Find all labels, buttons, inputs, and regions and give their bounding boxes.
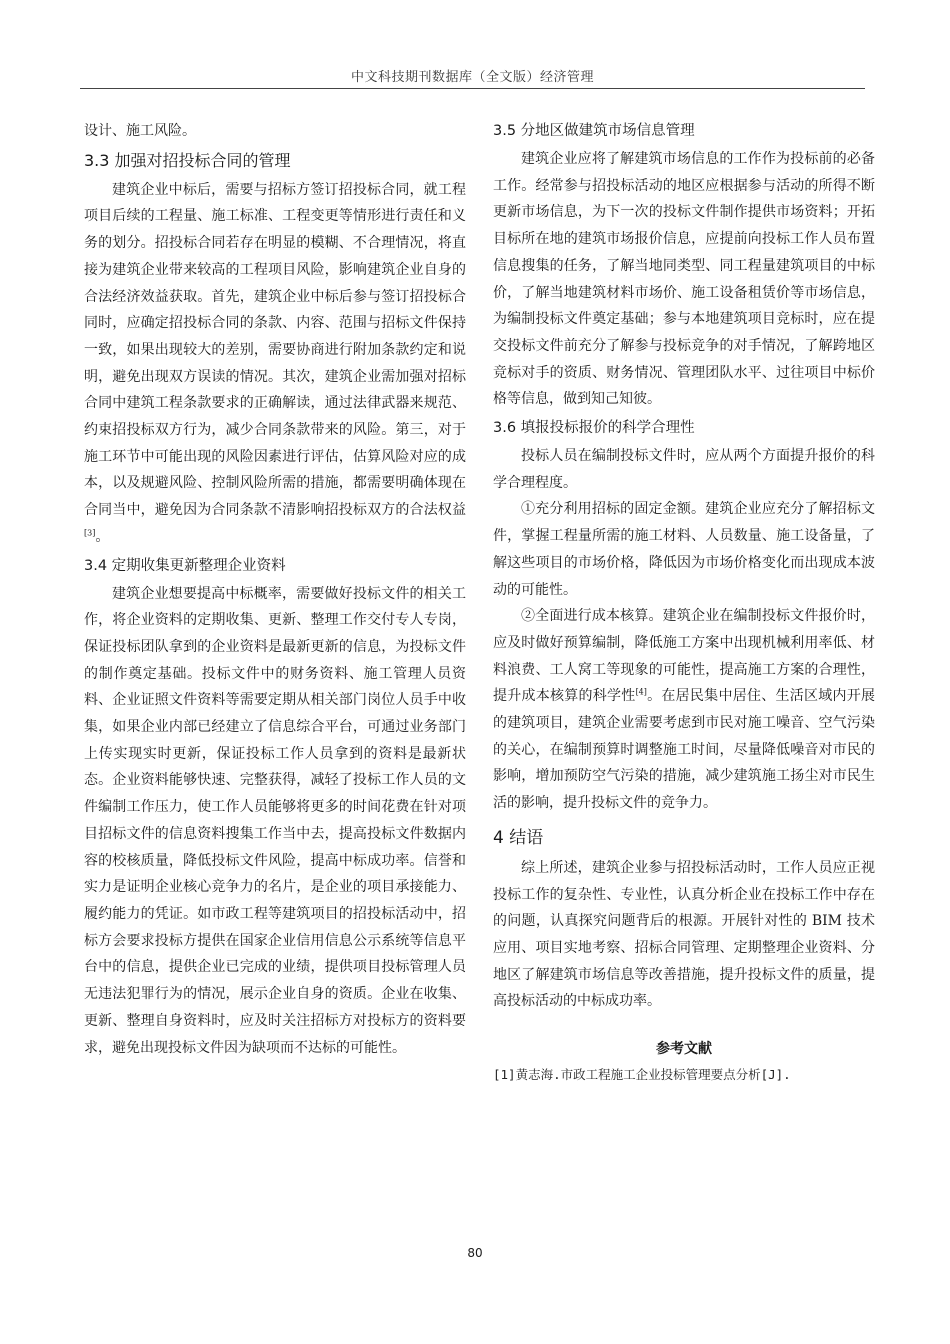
references-title: 参考文献 xyxy=(656,1041,712,1058)
intro-fragment: 设计、施工风险。 xyxy=(84,123,196,139)
page-number: 80 xyxy=(467,1246,483,1260)
section-3-3-text-end: 。 xyxy=(95,528,110,545)
section-3-6-paragraph-3 xyxy=(493,603,875,817)
right-column xyxy=(493,118,875,1087)
section-4-paragraph: 综上所述，建筑企业参与招投标活动时，工作人员应正视投标工作的复杂性、专业性，认真分析企业在投标工作中存在的问题，认真探究问题背后的根源。开展针对性的 BIM 技术应用、项目实地考察、招标合同管理、定期整理企业资料、分地区了解建筑市场信息等改善措施，提升投标文件的质量，提高投标活动的中标成功率。 xyxy=(493,859,875,1010)
section-3-6-text-b: 。在居民集中居住、生活区域内开展的建筑项目，建筑企业需要考虑到市民对施工噪音、空气污染的关心，在编制预算时调整施工时间，尽量降低噪音对市民的影响，增加预防空气污染的措施，减少建筑施工扬尘对市民生活的影响，提升投标文件的竞争力。 xyxy=(493,688,876,812)
section-3-4-paragraph: 建筑企业想要提高中标概率，需要做好投标文件的相关工作，将企业资料的定期收集、更新、整理工作交付专人专岗，保证投标团队拿到的企业资料是最新更新的信息，为投标文件的制作奠定基础。投标文件中的财务资料、施工管理人员资料、企业证照文件资料等需要定期从相关部门岗位人员手中收集，如果企业内部已经建立了信息综合平台，可通过业务部门上传实现实时更新，保证投标工作人员拿到的资料是最新状态。企业资料能够快速、完整获得，减轻了投标工作人员的文件编制工作压力，使工作人员能够将更多的时间花费在针对项目招标文件的信息资料搜集工作当中去，提高投标文件数据内容的校核质量，降低投标文件风险，提高中标成功率。信誉和实力是证明企业核心竞争力的名片，是企业的项目承接能力、履约能力的凭证。如市政工程等建筑项目的招投标活动中，招标方会要求投标方提供在国家企业信用信息公示系统等信息平台中的信息，提供企业已完成的业绩，提供项目投标管理人员无违法犯罪行为的情况，展示企业自身的资质。企业在收集、更新、整理自身资料时，应及时关注招标方对投标方的资料要求，避免出现投标文件因为缺项而不达标的可能性。 xyxy=(84,585,466,1056)
section-3-4-heading: 3.4 定期收集更新整理企业资料 xyxy=(84,557,286,574)
section-3-6-paragraph-1: 投标人员在编制投标文件时，应从两个方面提升报价的科学合理程度。 xyxy=(493,448,875,491)
section-3-3-paragraph xyxy=(84,177,466,551)
section-3-6-heading: 3.6 填报投标报价的科学合理性 xyxy=(493,420,695,437)
section-3-3-heading: 3.3 加强对招投标合同的管理 xyxy=(84,150,291,170)
header-rule xyxy=(80,88,865,89)
section-3-6-paragraph-2: ①充分利用招标的固定金额。建筑企业应充分了解招标文件，掌握工程量所需的施工材料、人员数量、施工设备量，了解这些项目的市场价格，降低因为市场价格变化而出现成本波动的可能性。 xyxy=(493,501,875,598)
left-column xyxy=(84,118,466,1061)
running-header: 中文科技期刊数据库（全文版）经济管理 xyxy=(350,70,594,85)
section-3-5-heading: 3.5 分地区做建筑市场信息管理 xyxy=(493,123,695,139)
citation-4: [4] xyxy=(635,687,647,697)
section-3-5-paragraph: 建筑企业应将了解建筑市场信息的工作作为投标前的必备工作。经常参与招投标活动的地区应根据参与活动的所得不断更新市场信息，为下一次的投标文件制作提供市场资料；开拓目标所在地的建筑市场报价信息，应提前向投标工作人员布置信息搜集的任务，了解当地同类型、同工程量建筑项目的中标价，了解当地建筑材料市场价、施工设备租赁价等市场信息，为编制投标文件奠定基础；参与本地建筑项目竞标时，应在提交投标文件前充分了解参与投标竞争的对手情况，了解跨地区竞标对手的资质、财务情况、管理团队水平、过往项目中标价格等信息，做到知己知彼。 xyxy=(493,151,875,408)
section-3-6-text-a: ②全面进行成本核算。建筑企业在编制投标文件报价时，应及时做好预算编制，降低施工方案中出现机械利用率低、材料浪费、工人窝工等现象的可能性，提高施工方案的合理性，提升成本核算的科学性 xyxy=(493,608,875,705)
section-3-3-text: 建筑企业中标后，需要与招标方签订招投标合同，就工程项目后续的工程量、施工标准、工程变更等情形进行责任和义务的划分。招投标合同若存在明显的模糊、不合理情况，将直接为建筑企业带来较高的工程项目风险，影响建筑企业自身的合法经济效益获取。首先，建筑企业中标后参与签订招投标合同时，应确定招投标合同的条款、内容、范围与招标文件保持一致，如果出现较大的差别，需要协商进行附加条款约定和说明，避免出现双方误读的情况。其次，建筑企业需加强对招标合同中建筑工程条款要求的正确解读，通过法律武器来规范、约束招投标双方行为，减少合同条款带来的风险。第三，对于施工环节中可能出现的风险因素进行评估，估算风险对应的成本，以及规避风险、控制风险所需的措施，都需要明确体现在合同当中，避免因为合同条款不清影响招投标双方的合法权益 xyxy=(84,181,466,519)
citation-3: [3] xyxy=(84,528,96,538)
section-4-heading: 4 结语 xyxy=(493,827,544,848)
reference-item: [1]黄志海.市政工程施工企业投标管理要点分析[J]. xyxy=(493,1067,791,1083)
